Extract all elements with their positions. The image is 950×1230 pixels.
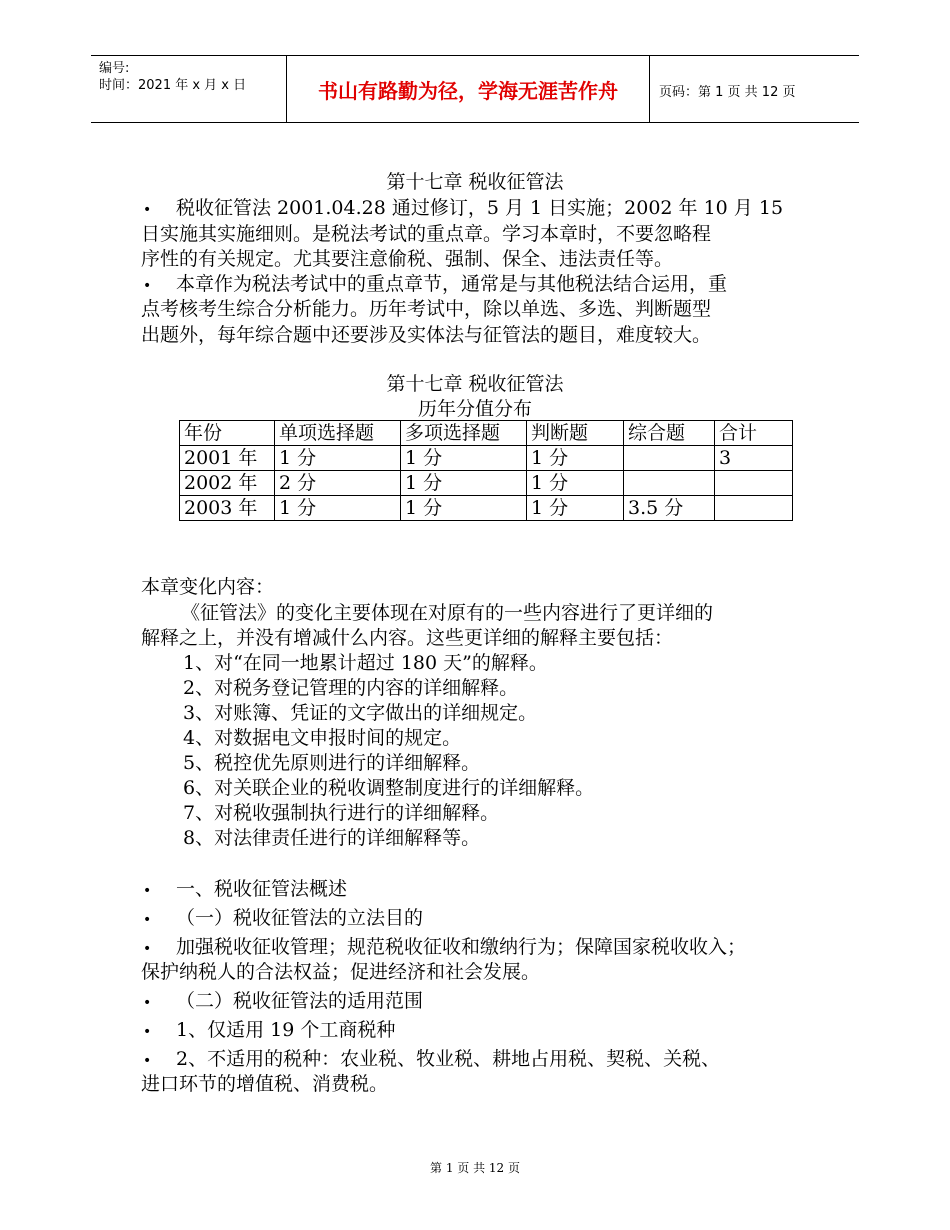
intro-paragraph-2-line-1: • 本章作为税法考试中的重点章节，通常是与其他税法结合运用，重 [143,272,727,299]
outline-item: • 2、不适用的税种：农业税、牧业税、耕地占用税、契税、关税、 [143,1047,720,1074]
changes-item: 1、对“在同一地累计超过 180 天”的解释。 [183,652,548,674]
header-meta [99,60,246,94]
table-header-cell: 多项选择题 [401,421,527,446]
bullet: • [143,202,152,218]
table-header-cell: 合计 [715,421,793,446]
changes-item: 4、对数据电文申报时间的规定。 [183,727,462,749]
bullet: • [143,941,152,957]
table-cell: 3.5 分 [624,496,715,521]
changes-heading: 本章变化内容： [141,576,275,598]
table-cell: 1 分 [527,496,624,521]
bullet: • [143,995,152,1011]
changes-item: 3、对账簿、凭证的文字做出的详细规定。 [183,702,538,724]
outline-item: • 加强税收征收管理；规范税收征收和缴纳行为；保障国家税收收入； [143,935,746,962]
bullet: • [143,883,152,899]
intro-paragraph-1-line-2: 日实施其实施细则。是税法考试的重点章。学习本章时，不要忽略程 [141,223,712,245]
table-cell: 1 分 [275,496,401,521]
chapter-title: 第十七章 税收征管法 [386,171,564,193]
page-header [91,55,859,123]
table-cell: 1 分 [401,496,527,521]
table-cell: 2001 年 [180,446,275,471]
table-cell: 1 分 [275,446,401,471]
table-row [180,471,793,496]
bullet: • [143,1024,152,1040]
outline-item-continued: 保护纳税人的合法权益；促进经济和社会发展。 [141,961,541,983]
intro-paragraph-1-line-1: • 税收征管法 2001.04.28 通过修订，5 月 1 日实施；2002 年 10 月 15 [143,196,783,223]
table-subtitle: 历年分值分布 [417,398,532,420]
bullet: • [143,278,152,294]
table-cell [624,471,715,496]
table-cell: 2003 年 [180,496,275,521]
header-time-label: 时间：2021 年 x 月 x 日 [99,78,247,93]
outline-item: • 一、税收征管法概述 [143,877,347,904]
changes-intro-line-1: 《征管法》的变化主要体现在对原有的一些内容进行了更详细的 [181,602,714,624]
outline-item: • 1、仅适用 19 个工商税种 [143,1018,395,1045]
table-header-cell: 单项选择题 [275,421,401,446]
outline-item: • （一）税收征管法的立法目的 [143,906,423,933]
bullet: • [143,1053,152,1069]
table-header-cell: 年份 [180,421,275,446]
score-distribution-table [179,420,793,521]
table-cell [715,496,793,521]
table-cell: 1 分 [527,471,624,496]
page-footer: 第 1 页 共 12 页 [430,1161,520,1175]
header-page-label: 页码：第 1 页 共 12 页 [659,85,796,100]
changes-item: 5、税控优先原则进行的详细解释。 [183,752,481,774]
changes-item: 2、对税务登记管理的内容的详细解释。 [183,677,519,699]
outline-item: • （二）税收征管法的适用范围 [143,989,423,1016]
table-cell: 1 分 [527,446,624,471]
header-number-label: 编号: [99,61,130,76]
table-cell [624,446,715,471]
table-header-cell: 判断题 [527,421,624,446]
changes-item: 7、对税收强制执行进行的详细解释。 [183,802,500,824]
changes-item: 8、对法律责任进行的详细解释等。 [183,827,481,849]
table-row [180,496,793,521]
intro-paragraph-1-line-3: 序性的有关规定。尤其要注意偷税、强制、保全、违法责任等。 [141,248,674,270]
changes-intro-line-2: 解释之上，并没有增减什么内容。这些更详细的解释主要包括： [141,627,674,649]
table-header-cell: 综合题 [624,421,715,446]
intro-paragraph-2-line-3: 出题外，每年综合题中还要涉及实体法与征管法的题目，难度较大。 [141,324,712,346]
bullet: • [143,912,152,928]
header-motto: 书山有路勤为径，学海无涯苦作舟 [286,56,650,122]
table-cell: 2 分 [275,471,401,496]
intro-paragraph-2-line-2: 点考核考生综合分析能力。历年考试中，除以单选、多选、判断题型 [141,298,712,320]
outline-item-continued: 进口环节的增值税、消费税。 [141,1073,389,1095]
table-cell: 1 分 [401,446,527,471]
changes-item: 6、对关联企业的税收调整制度进行的详细解释。 [183,777,595,799]
table-header-row [180,421,793,446]
table-row [180,446,793,471]
table-cell: 2002 年 [180,471,275,496]
table-cell [715,471,793,496]
table-chapter-title: 第十七章 税收征管法 [386,373,564,395]
table-cell: 1 分 [401,471,527,496]
table-cell: 3 [715,446,793,471]
